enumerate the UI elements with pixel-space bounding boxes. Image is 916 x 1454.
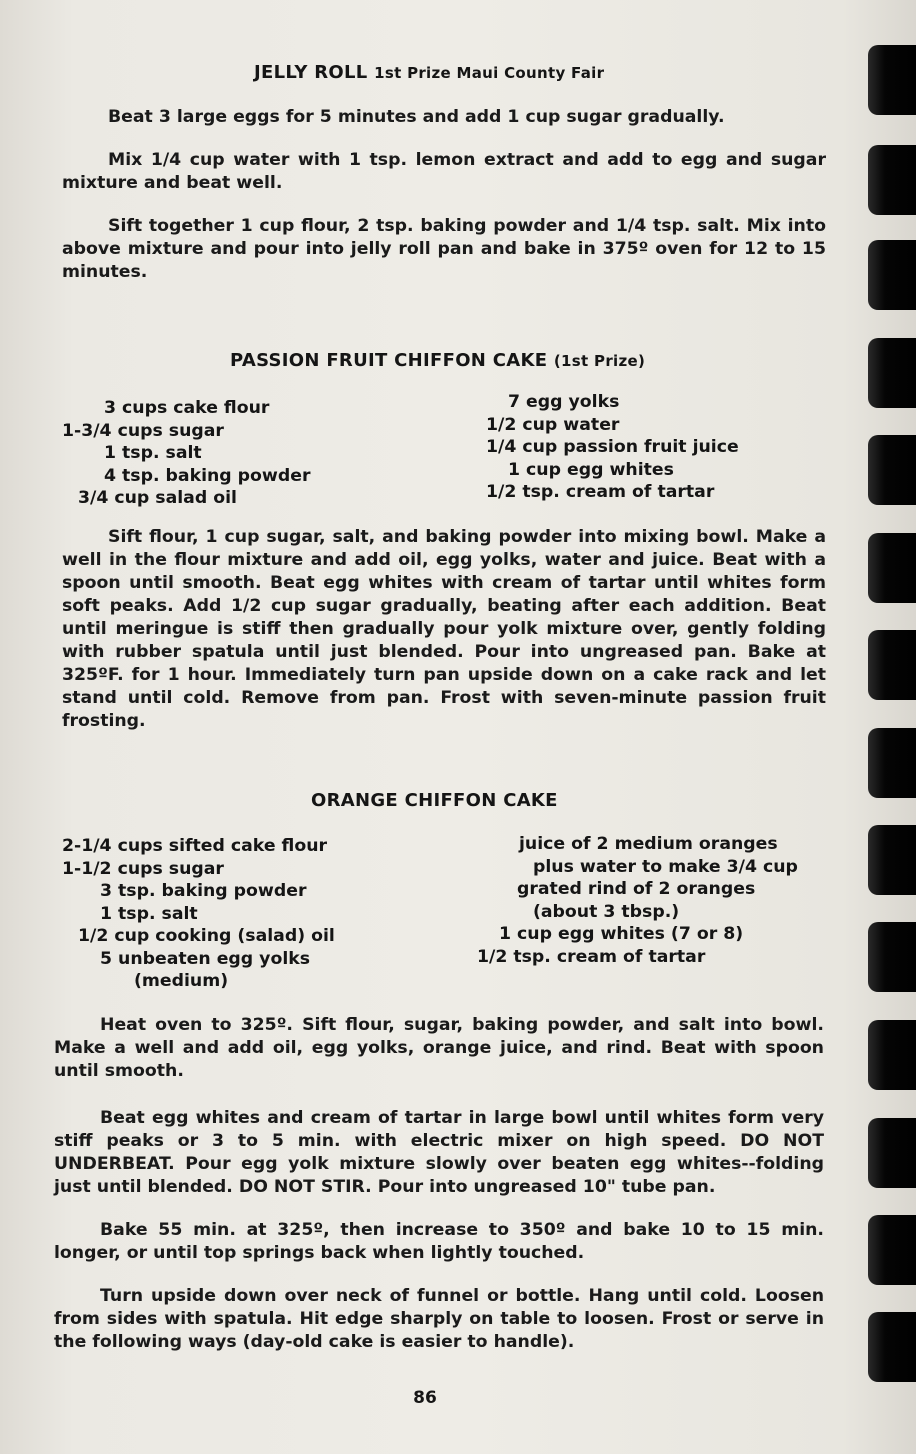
ingredient-item: 1/2 tsp. cream of tartar: [477, 946, 706, 967]
recipe-title-text: JELLY ROLL: [254, 62, 368, 83]
spiral-binding: [860, 0, 916, 1454]
recipe-title-text: ORANGE CHIFFON CAKE: [311, 790, 558, 811]
direction-paragraph: Mix 1/4 cup water with 1 tsp. lemon extract and add to egg and sugar mixture and beat well.: [62, 150, 826, 193]
ingredient-item: 1/2 cup cooking (salad) oil: [78, 926, 335, 946]
direction-paragraph: Sift flour, 1 cup sugar, salt, and baking powder into mixing bowl. Make a well in the flour mixture and add oil, egg yolks, water and juice. Beat with a spoon until smooth. Beat egg whites with cream of tartar until whites form soft peaks. Add 1/2 cup sugar gradually, beating after each addition. Beat until meringue is stiff then gradually pour yolk mixture over, gently folding with rubber spatula until just blended. Pour into ungreased pan. Bake at 325ºF. for 1 hour. Immediately turn pan upside down on a cake rack and let stand until cold. Remove from pan. Frost with seven-minute passion fruit frosting.: [62, 527, 826, 731]
ingredient-item: 4 tsp. baking powder: [104, 465, 311, 486]
binding-coil: [868, 1215, 916, 1285]
binding-coil: [868, 533, 916, 603]
binding-coil: [868, 728, 916, 798]
ingredient-item: (medium): [134, 971, 229, 991]
direction-paragraph: Sift together 1 cup flour, 2 tsp. baking powder and 1/4 tsp. salt. Mix into above mixture and pour into jelly roll pan and bake in 375º oven for 12 to 15 minutes.: [62, 216, 826, 282]
ingredient-item: 1/2 tsp. cream of tartar: [486, 482, 715, 502]
binding-coil: [868, 1118, 916, 1188]
ingredient-item: 1 cup egg whites: [508, 459, 674, 480]
ingredient-item: 1 tsp. salt: [104, 443, 202, 463]
ingredient-item: 1/2 cup water: [486, 414, 620, 435]
ingredient-item: 1/4 cup passion fruit juice: [486, 437, 739, 457]
binding-coil: [868, 45, 916, 115]
binding-coil: [868, 922, 916, 992]
award-label: 1st Prize Maui County Fair: [374, 64, 605, 82]
binding-coil: [868, 630, 916, 700]
recipe-title-orange-chiffon: [311, 790, 558, 811]
ingredient-item: 1-1/2 cups sugar: [62, 858, 224, 879]
binding-coil: [868, 145, 916, 215]
direction-paragraph: Bake 55 min. at 325º, then increase to 350º and bake 10 to 15 min. longer, or until top springs back when lightly touched.: [54, 1220, 824, 1263]
ingredient-list-left: [62, 397, 311, 510]
direction-paragraph: Beat 3 large eggs for 5 minutes and add 1 cup sugar gradually.: [108, 107, 725, 127]
recipe-title-passion-fruit: [230, 350, 645, 371]
ingredient-item: 1 tsp. salt: [100, 903, 198, 924]
ingredient-item: 1-3/4 cups sugar: [62, 420, 224, 441]
binding-coil: [868, 435, 916, 505]
ingredient-list-right: [477, 833, 798, 968]
binding-coil: [868, 1020, 916, 1090]
ingredient-item: (about 3 tbsp.): [533, 901, 680, 922]
binding-coil: [868, 240, 916, 310]
ingredient-item: grated rind of 2 oranges: [517, 879, 756, 899]
ingredient-list-right: [486, 391, 739, 504]
recipe-title-jelly-roll: [254, 62, 604, 83]
ingredient-item: 7 egg yolks: [508, 392, 620, 412]
direction-paragraph: Beat egg whites and cream of tartar in large bowl until whites form very stiff peaks or 3 to 5 min. with electric mixer on high speed. DO NOT UNDERBEAT. Pour egg yolk mixture slowly over beaten egg whites--folding just until blended. DO NOT STIR. Pour into ungreased 10" tube pan.: [54, 1108, 824, 1197]
direction-paragraph: Heat oven to 325º. Sift flour, sugar, baking powder, and salt into bowl. Make a well and add oil, egg yolks, orange juice, and rind. Beat with spoon until smooth.: [54, 1015, 824, 1081]
orange-chiffon-directions: [54, 1014, 824, 1354]
page-number: 86: [413, 1388, 437, 1408]
ingredient-item: 3/4 cup salad oil: [78, 488, 237, 508]
ingredient-list-left: [62, 835, 335, 993]
ingredient-item: 5 unbeaten egg yolks: [100, 948, 311, 969]
ingredient-item: 3 tsp. baking powder: [100, 881, 307, 901]
passion-fruit-directions: [62, 526, 826, 733]
jelly-roll-directions: [62, 106, 826, 284]
direction-paragraph: Turn upside down over neck of funnel or bottle. Hang until cold. Loosen from sides with spatula. Hit edge sharply on table to loosen. Frost or serve in the following ways (day-old cake is easier to handle).: [54, 1286, 824, 1352]
binding-coil: [868, 338, 916, 408]
ingredient-item: plus water to make 3/4 cup: [533, 856, 798, 877]
ingredient-item: 3 cups cake flour: [104, 398, 270, 418]
recipe-title-text: PASSION FRUIT CHIFFON CAKE: [230, 350, 548, 371]
ingredient-item: 1 cup egg whites (7 or 8): [499, 924, 744, 944]
binding-coil: [868, 825, 916, 895]
binding-coil: [868, 1312, 916, 1382]
ingredient-item: juice of 2 medium oranges: [519, 834, 778, 854]
award-label: (1st Prize): [553, 352, 646, 370]
ingredient-item: 2-1/4 cups sifted cake flour: [62, 836, 328, 856]
